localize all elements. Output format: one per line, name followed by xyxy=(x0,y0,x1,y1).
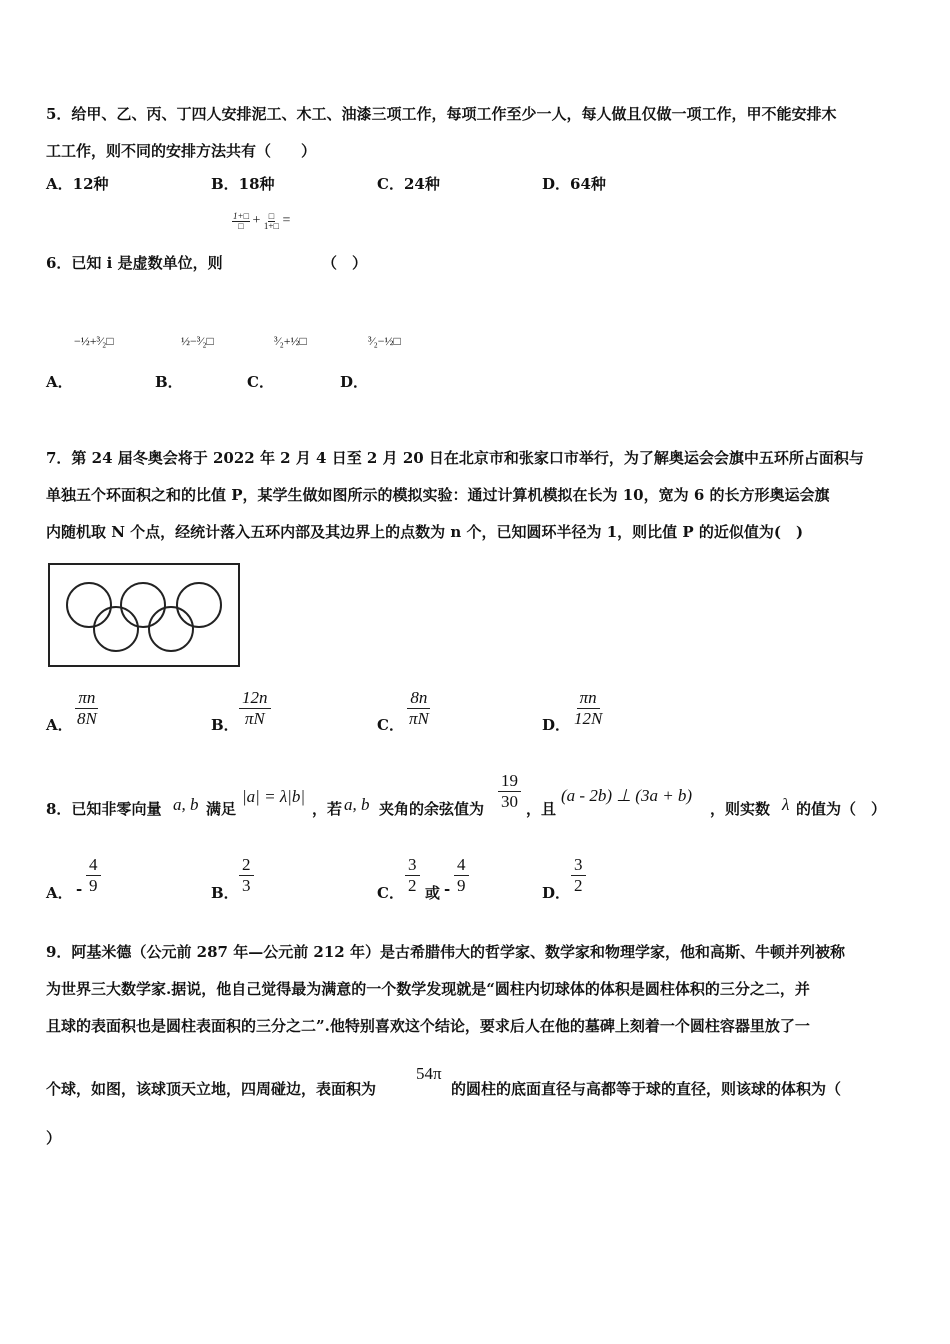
q9-stem-line4b: 的圆柱的底面直径与高都等于球的直径，则该球的体积为（ xyxy=(451,1080,842,1098)
q8-cos-den: 30 xyxy=(501,791,518,811)
q8-text-4: 夹角的余弦值为 xyxy=(379,800,485,818)
q7-option-d-frac xyxy=(571,689,605,728)
q8-condition: |a| = λ|b| xyxy=(242,787,306,806)
q8-text-6: ，则实数 xyxy=(710,800,771,818)
q7-option-c-frac xyxy=(406,689,432,728)
q5-option-c: C．24种 xyxy=(377,175,440,193)
q8-text-3: ，若 xyxy=(312,800,343,818)
q9-surface-area xyxy=(416,1064,442,1084)
q6-option-c-expr: ³⁄₂+½□ xyxy=(274,334,307,348)
q8-lambda: λ xyxy=(782,795,790,814)
q8-vectors-1: a, b xyxy=(173,795,199,814)
q8-d-den: 2 xyxy=(574,875,583,895)
q5-option-a: A．12种 xyxy=(46,175,109,193)
q6-stem: 6．已知 i 是虚数单位，则 xyxy=(46,254,223,272)
q6-label-a: A． xyxy=(46,373,73,391)
q8-option-c-frac1 xyxy=(405,856,420,895)
q9-stem-line1: 9．阿基米德（公元前 287 年—公元前 212 年）是古希腊伟大的哲学家、数学家和物理学家，他和高斯、牛顿并列被称 xyxy=(46,943,845,961)
q9-stem-line3: 且球的表面积也是圆柱表面积的三分之二”.他特别喜欢这个结论，要求后人在他的墓碑上刻着一个圆柱容器里放了一 xyxy=(46,1017,810,1035)
q7-c-num: 8n xyxy=(407,689,430,709)
q7-a-num: πn xyxy=(75,689,98,709)
ring-4 xyxy=(94,607,138,651)
q8-c-or: 或 xyxy=(425,884,441,902)
q8-cos-num: 19 xyxy=(498,772,521,792)
q6-label-d: D． xyxy=(340,373,369,391)
q8-perpendicular: (a - 2b) ⊥ (3a + b) xyxy=(561,786,693,805)
q8-text-2: 满足 xyxy=(206,800,237,818)
q8-a-num: 4 xyxy=(86,856,101,876)
q6-option-a-expr: −½+³⁄₂□ xyxy=(74,334,114,348)
q7-d-num: πn xyxy=(577,689,600,709)
q6-expr-num2: □ xyxy=(268,211,275,221)
q8-vectors-2: a, b xyxy=(344,795,370,814)
q6-expr-num1: 1+□ xyxy=(233,211,250,221)
q7-stem-line1: 7．第 24 届冬奥会将于 2022 年 2 月 4 日至 2 月 20 日在北京市和张家口市举行，为了解奥运会会旗中五环所占面积与 xyxy=(46,449,864,467)
q8-label-d: D． xyxy=(542,884,571,902)
q8-a-den: 9 xyxy=(89,875,98,895)
q6-expression: $\frac{1+□}{□}$ + $\frac{□}{1+□}$ = xyxy=(233,211,291,231)
ring-1 xyxy=(67,583,111,627)
q7-label-c: C． xyxy=(377,716,404,734)
q8-text-5: ，且 xyxy=(526,800,557,818)
q6-expr-equals: = xyxy=(282,212,291,228)
q7-a-den: 8N xyxy=(77,708,97,728)
q8-a-neg: - xyxy=(76,880,83,898)
q7-option-a-frac xyxy=(74,689,100,728)
q5-option-b: B．18种 xyxy=(211,175,275,193)
q8-label-c: C． xyxy=(377,884,404,902)
q7-stem-line3: 内随机取 N 个点，经统计落入五环内部及其边界上的点数为 n 个，已知圆环半径为 1，则比值 P 的近似值为( ) xyxy=(46,523,804,541)
q9-stem-line2: 为世界三大数学家.据说，他自己觉得最为满意的一个数学发现就是“圆柱内切球体的体积是圆柱体积的三分之二，并 xyxy=(46,980,810,998)
q8-c2-den: 9 xyxy=(457,875,466,895)
q8-c1-num: 3 xyxy=(405,856,420,876)
q8-b-num: 2 xyxy=(239,856,254,876)
q7-b-num: 12n xyxy=(239,689,271,709)
q7-b-den: πN xyxy=(244,708,265,728)
flag-border xyxy=(49,564,239,666)
q6-expr-den2: 1+□ xyxy=(263,221,279,231)
q6-option-b-expr: ½−³⁄₂□ xyxy=(181,334,214,348)
q8-option-d-frac xyxy=(571,856,586,895)
q8-b-den: 3 xyxy=(242,875,251,895)
q8-c-neg: - xyxy=(444,880,451,898)
q8-c1-den: 2 xyxy=(408,875,417,895)
q6-label-b: B． xyxy=(155,373,183,391)
ring-5 xyxy=(149,607,193,651)
q8-option-b-frac xyxy=(239,856,254,895)
q8-cosine-frac xyxy=(498,772,521,811)
q8-label-b: B． xyxy=(211,884,239,902)
q7-stem-line2: 单独五个环面积之和的比值 P，某学生做如图所示的模拟实验：通过计算机模拟在长为 10，宽为 6 的长方形奥运会旗 xyxy=(46,486,830,504)
q8-option-c-frac2 xyxy=(454,856,469,895)
olympic-rings-figure xyxy=(46,561,242,669)
q8-label-a: A． xyxy=(46,884,73,902)
q8-text-1: 8．已知非零向量 xyxy=(46,800,162,818)
q8-c2-num: 4 xyxy=(454,856,469,876)
q5-stem-line1: 5．给甲、乙、丙、丁四人安排泥工、木工、油漆三项工作，每项工作至少一人，每人做且仅做一项工作，甲不能安排木 xyxy=(46,105,837,123)
ring-2 xyxy=(121,583,165,627)
q6-option-d-expr: ³⁄₂−½□ xyxy=(368,334,401,348)
q5-stem-line2: 工工作，则不同的安排方法共有（ ） xyxy=(46,142,317,160)
q7-label-b: B． xyxy=(211,716,239,734)
q8-option-a-frac xyxy=(86,856,101,895)
q7-c-den: πN xyxy=(409,708,429,728)
q6-paren: （ ） xyxy=(322,254,368,272)
q6-expr-den1: □ xyxy=(238,221,244,231)
q8-text-7: 的值为（ ） xyxy=(796,800,887,818)
ring-3 xyxy=(177,583,221,627)
q7-label-d: D． xyxy=(542,716,571,734)
q5-option-d: D．64种 xyxy=(542,175,606,193)
q9-area-value: 54π xyxy=(416,1064,442,1083)
q9-stem-line5: ） xyxy=(46,1129,62,1147)
q7-d-den: 12N xyxy=(574,708,603,728)
q7-label-a: A． xyxy=(46,716,73,734)
q8-d-num: 3 xyxy=(571,856,586,876)
q7-option-b-frac xyxy=(239,689,271,728)
q9-stem-line4a: 个球，如图，该球顶天立地，四周碰边，表面积为 xyxy=(46,1080,377,1098)
q6-label-c: C． xyxy=(247,373,274,391)
